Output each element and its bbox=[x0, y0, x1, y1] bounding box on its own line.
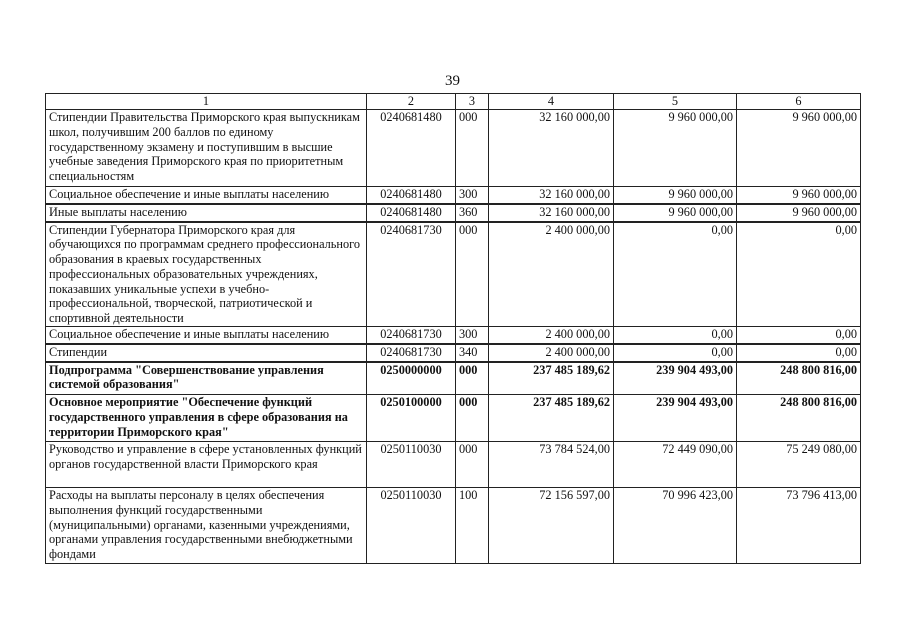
column-header: 4 bbox=[489, 94, 614, 110]
table-row bbox=[46, 187, 861, 204]
row-name: Стипендии bbox=[46, 344, 367, 362]
row-amount-4: 237 485 189,62 bbox=[489, 362, 614, 395]
row-kvr: 300 bbox=[456, 187, 489, 204]
row-kvr: 000 bbox=[456, 222, 489, 327]
row-amount-5: 9 960 000,00 bbox=[614, 187, 737, 204]
row-amount-6: 0,00 bbox=[737, 344, 861, 362]
budget-table bbox=[45, 93, 861, 564]
row-amount-4: 32 160 000,00 bbox=[489, 204, 614, 222]
row-code: 0240681480 bbox=[367, 110, 456, 187]
row-kvr: 000 bbox=[456, 442, 489, 488]
column-header: 2 bbox=[367, 94, 456, 110]
row-amount-5: 239 904 493,00 bbox=[614, 395, 737, 442]
row-amount-6: 248 800 816,00 bbox=[737, 395, 861, 442]
row-amount-5: 0,00 bbox=[614, 222, 737, 327]
column-header: 3 bbox=[456, 94, 489, 110]
row-code: 0250110030 bbox=[367, 442, 456, 488]
row-amount-6: 0,00 bbox=[737, 222, 861, 327]
row-amount-4: 73 784 524,00 bbox=[489, 442, 614, 488]
table-row bbox=[46, 442, 861, 488]
row-amount-5: 0,00 bbox=[614, 327, 737, 344]
row-code: 0240681730 bbox=[367, 344, 456, 362]
table-row bbox=[46, 344, 861, 362]
row-amount-4: 2 400 000,00 bbox=[489, 344, 614, 362]
row-amount-5: 72 449 090,00 bbox=[614, 442, 737, 488]
row-kvr: 000 bbox=[456, 395, 489, 442]
row-amount-5: 9 960 000,00 bbox=[614, 110, 737, 187]
row-kvr: 100 bbox=[456, 488, 489, 564]
table-row bbox=[46, 362, 861, 395]
row-name: Социальное обеспечение и иные выплаты населению bbox=[46, 187, 367, 204]
column-header: 1 bbox=[46, 94, 367, 110]
row-amount-5: 9 960 000,00 bbox=[614, 204, 737, 222]
row-amount-5: 70 996 423,00 bbox=[614, 488, 737, 564]
table-row bbox=[46, 395, 861, 442]
row-code: 0240681730 bbox=[367, 222, 456, 327]
table-row bbox=[46, 327, 861, 344]
column-header: 6 bbox=[737, 94, 861, 110]
row-amount-4: 32 160 000,00 bbox=[489, 187, 614, 204]
row-code: 0250110030 bbox=[367, 488, 456, 564]
row-amount-4: 72 156 597,00 bbox=[489, 488, 614, 564]
row-amount-6: 73 796 413,00 bbox=[737, 488, 861, 564]
row-name: Социальное обеспечение и иные выплаты населению bbox=[46, 327, 367, 344]
table-row bbox=[46, 204, 861, 222]
row-name: Расходы на выплаты персоналу в целях обеспечения выполнения функций государственными (муниципальными) органами, казенными учреждениями, органами управления государственными внебюджетными фондами bbox=[46, 488, 367, 564]
row-kvr: 340 bbox=[456, 344, 489, 362]
table-row bbox=[46, 222, 861, 327]
row-amount-6: 75 249 080,00 bbox=[737, 442, 861, 488]
row-amount-6: 9 960 000,00 bbox=[737, 204, 861, 222]
row-code: 0250100000 bbox=[367, 395, 456, 442]
row-kvr: 300 bbox=[456, 327, 489, 344]
row-amount-6: 248 800 816,00 bbox=[737, 362, 861, 395]
table-header-row bbox=[46, 94, 861, 110]
row-amount-6: 9 960 000,00 bbox=[737, 187, 861, 204]
row-code: 0240681730 bbox=[367, 327, 456, 344]
row-kvr: 000 bbox=[456, 362, 489, 395]
row-name: Иные выплаты населению bbox=[46, 204, 367, 222]
row-name: Подпрограмма "Совершенствование управления системой образования" bbox=[46, 362, 367, 395]
table-row bbox=[46, 110, 861, 187]
row-code: 0240681480 bbox=[367, 204, 456, 222]
row-code: 0240681480 bbox=[367, 187, 456, 204]
column-header: 5 bbox=[614, 94, 737, 110]
row-amount-4: 32 160 000,00 bbox=[489, 110, 614, 187]
row-amount-5: 0,00 bbox=[614, 344, 737, 362]
page-number: 39 bbox=[445, 73, 460, 89]
row-kvr: 000 bbox=[456, 110, 489, 187]
row-amount-5: 239 904 493,00 bbox=[614, 362, 737, 395]
row-code: 0250000000 bbox=[367, 362, 456, 395]
row-amount-6: 0,00 bbox=[737, 327, 861, 344]
row-name: Стипендии Правительства Приморского края выпускникам школ, получившим 200 баллов по единому государственному экзамену и поступившим в высшие учебные заведения Приморского края по приоритетным специальностям bbox=[46, 110, 367, 187]
row-name: Стипендии Губернатора Приморского края для обучающихся по программам среднего профессионального образования в краевых государственных профессиональных образовательных учреждениях, показавших уникальные успехи в учебно-профессиональной, творческой, патриотической и спортивной деятельности bbox=[46, 222, 367, 327]
row-kvr: 360 bbox=[456, 204, 489, 222]
row-name: Руководство и управление в сфере установленных функций органов государственной власти Приморского края bbox=[46, 442, 367, 488]
row-name: Основное мероприятие "Обеспечение функций государственного управления в сфере образования на территории Приморского края" bbox=[46, 395, 367, 442]
row-amount-4: 237 485 189,62 bbox=[489, 395, 614, 442]
table-row bbox=[46, 488, 861, 564]
row-amount-4: 2 400 000,00 bbox=[489, 222, 614, 327]
row-amount-4: 2 400 000,00 bbox=[489, 327, 614, 344]
row-amount-6: 9 960 000,00 bbox=[737, 110, 861, 187]
